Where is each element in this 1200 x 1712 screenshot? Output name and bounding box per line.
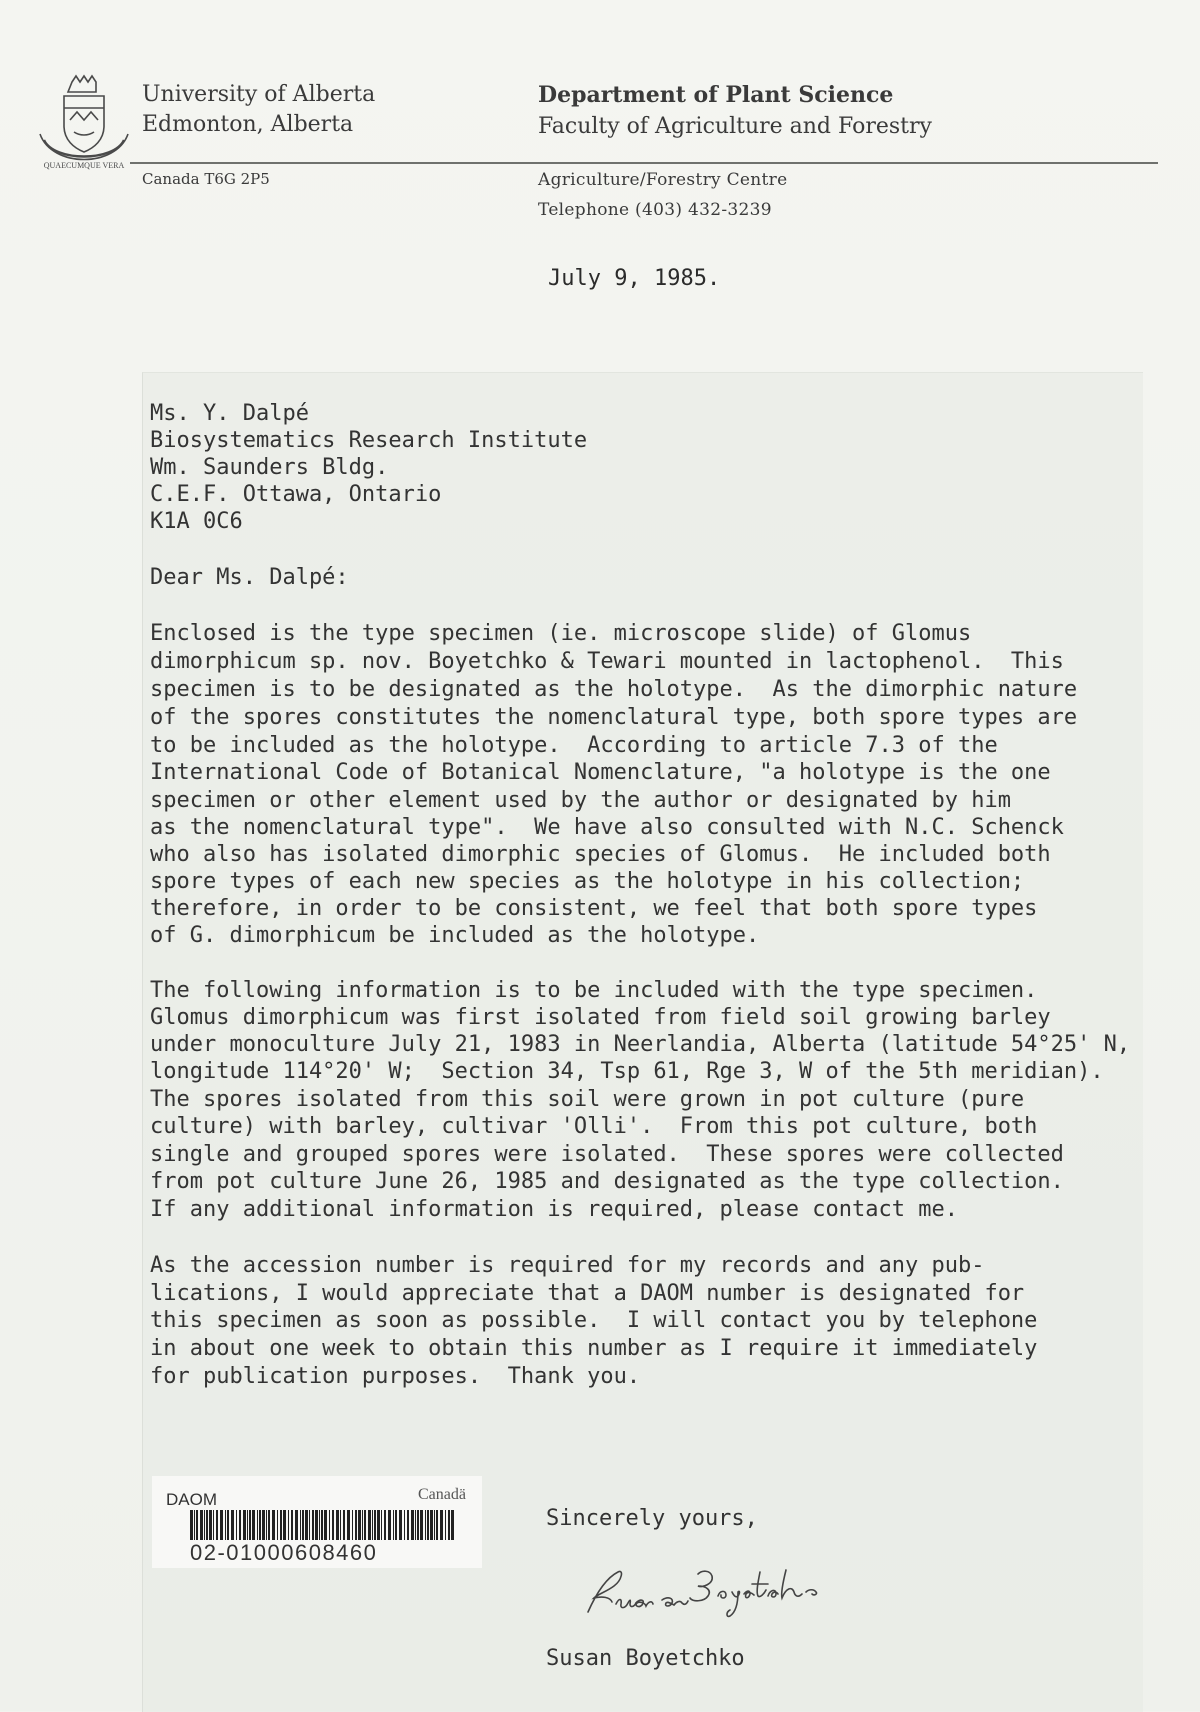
paragraph1-line: to be included as the holotype. According to article 7.3 of the (150, 733, 998, 758)
address-line: C.E.F. Ottawa, Ontario (150, 482, 442, 507)
paragraph1-line: therefore, in order to be consistent, we feel that both spore types (150, 896, 1038, 921)
closing: Sincerely yours, (546, 1506, 758, 1531)
paragraph1-line: dimorphicum sp. nov. Boyetchko & Tewari mounted in lactophenol. This (150, 649, 1064, 674)
paragraph2-line: Glomus dimorphicum was first isolated from field soil growing barley (150, 1005, 1051, 1030)
postal-code: Canada T6G 2P5 (142, 170, 270, 188)
paragraph2-line: longitude 114°20' W; Section 34, Tsp 61, Rge 3, W of the 5th meridian). (150, 1059, 1104, 1084)
telephone: Telephone (403) 432-3239 (538, 200, 772, 220)
paragraph2-line: from pot culture June 26, 1985 and designated as the type collection. (150, 1169, 1064, 1194)
paragraph1-line: of the spores constitutes the nomenclatural type, both spore types are (150, 705, 1078, 730)
paragraph2-line: under monoculture July 21, 1983 in Neerlandia, Alberta (latitude 54°25' N, (150, 1032, 1131, 1057)
paragraph1-line: International Code of Botanical Nomenclature, "a holotype is the one (150, 760, 1051, 785)
faculty-name: Faculty of Agriculture and Forestry (538, 114, 932, 139)
paragraph2-line: If any additional information is required, please contact me. (150, 1197, 958, 1222)
university-city: Edmonton, Alberta (142, 112, 354, 137)
daom-barcode-label (152, 1476, 482, 1568)
paragraph1-line: specimen is to be designated as the holotype. As the dimorphic nature (150, 677, 1078, 702)
svg-text:QUAECUMQUE VERA: QUAECUMQUE VERA (43, 161, 125, 170)
address-line: Ms. Y. Dalpé (150, 401, 309, 426)
handwritten-signature (566, 1556, 856, 1626)
university-name: University of Alberta (142, 82, 376, 107)
daom-title: DAOM (166, 1490, 217, 1509)
paragraph1-line: of G. dimorphicum be included as the holotype. (150, 923, 760, 948)
signer-name: Susan Boyetchko (546, 1646, 745, 1671)
letter-date: July 9, 1985. (548, 266, 721, 291)
department-name: Department of Plant Science (538, 82, 894, 108)
paragraph1-line: as the nomenclatural type". We have also consulted with N.C. Schenck (150, 815, 1064, 840)
paragraph1-line: specimen or other element used by the author or designated by him (150, 788, 1011, 813)
paragraph3-line: this specimen as soon as possible. I will contact you by telephone (150, 1308, 1038, 1333)
paragraph1-line: spore types of each new species as the holotype in his collection; (150, 869, 1025, 894)
centre-name: Agriculture/Forestry Centre (538, 170, 788, 190)
barcode-icon (190, 1510, 454, 1540)
address-line: K1A 0C6 (150, 509, 243, 534)
salutation: Dear Ms. Dalpé: (150, 565, 349, 590)
paragraph2-line: culture) with barley, cultivar 'Olli'. From this pot culture, both (150, 1114, 1038, 1139)
canada-wordmark: Canadä (418, 1486, 466, 1503)
paragraph2-line: The following information is to be included with the type specimen. (150, 978, 1038, 1003)
university-crest-icon (38, 74, 130, 172)
letterhead-divider (130, 162, 1158, 164)
paragraph3-line: in about one week to obtain this number as I require it immediately (150, 1336, 1038, 1361)
paragraph3-line: for publication purposes. Thank you. (150, 1364, 641, 1389)
paragraph2-line: The spores isolated from this soil were grown in pot culture (pure (150, 1087, 1025, 1112)
paragraph3-line: lications, I would appreciate that a DAOM number is designated for (150, 1281, 1025, 1306)
paragraph1-line: who also has isolated dimorphic species of Glomus. He included both (150, 842, 1051, 867)
barcode-number: 02-01000608460 (190, 1540, 378, 1565)
address-line: Wm. Saunders Bldg. (150, 455, 389, 480)
paragraph1-line: Enclosed is the type specimen (ie. microscope slide) of Glomus (150, 621, 972, 646)
paragraph3-line: As the accession number is required for my records and any pub- (150, 1253, 985, 1278)
address-line: Biosystematics Research Institute (150, 428, 588, 453)
paragraph2-line: single and grouped spores were isolated. These spores were collected (150, 1142, 1064, 1167)
